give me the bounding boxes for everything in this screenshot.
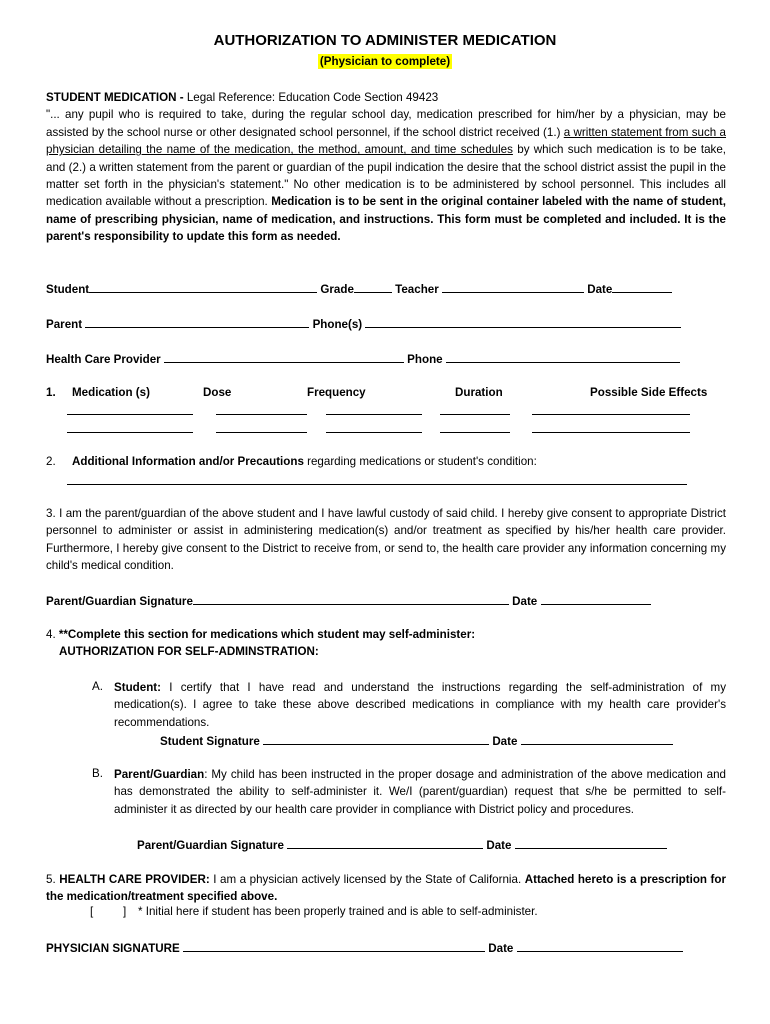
intro-paragraph <box>46 89 726 246</box>
guardian-signature-label: Parent/Guardian Signature <box>137 839 284 852</box>
section4a-paragraph <box>114 679 726 731</box>
grade-label: Grade <box>320 283 354 296</box>
provider-phone-label: Phone <box>407 353 443 366</box>
guardian-signature-date-label: Date <box>486 839 512 852</box>
section2-rest: regarding medications or student's condition: <box>303 455 537 468</box>
section5-number: 5. <box>46 873 56 886</box>
student-row <box>46 281 672 296</box>
grade-field[interactable] <box>354 281 392 293</box>
section2-text <box>72 455 537 468</box>
section4-number: 4. <box>46 628 56 641</box>
section1-number: 1. <box>46 386 56 399</box>
initial-bracket-open[interactable]: [ <box>90 905 94 918</box>
section4-heading: **Complete this section for medications which student may self-administer: <box>58 628 476 641</box>
physician-signature-date-label: Date <box>488 942 514 955</box>
header-duration: Duration <box>455 386 503 399</box>
section4b-paragraph <box>114 766 726 818</box>
section4-line2: AUTHORIZATION FOR SELF-ADMINSTRATION: <box>59 645 319 658</box>
intro-heading: STUDENT MEDICATION - <box>46 91 187 104</box>
section5-paragraph <box>46 871 726 906</box>
page-title: AUTHORIZATION TO ADMINISTER MEDICATION <box>213 32 557 49</box>
section5-text: I am a physician actively licensed by the State of California. <box>209 873 525 886</box>
student-signature-label: Student Signature <box>160 735 260 748</box>
med-side-effects-field-1[interactable] <box>532 403 690 415</box>
student-signature-date-field[interactable] <box>521 733 673 745</box>
guardian-signature-date-field[interactable] <box>515 837 667 849</box>
section4a-text: I certify that I have read and understand the instructions regarding the self-administration of my medication(s). I agree to take these above described medications in compliance with my health care provider's recommendations. <box>114 681 726 729</box>
student-signature-field[interactable] <box>263 733 489 745</box>
physician-signature-row <box>46 940 683 955</box>
header-side-effects: Possible Side Effects <box>590 386 708 399</box>
phones-label: Phone(s) <box>312 318 363 331</box>
section5-bold2: Attached hereto is a prescription for the medication/treatment specified above. <box>46 873 726 904</box>
physician-signature-date-field[interactable] <box>517 940 683 952</box>
subtitle-highlight: (Physician to complete) <box>319 55 451 68</box>
med-name-field-1[interactable] <box>67 403 193 415</box>
parent-field[interactable] <box>85 316 309 328</box>
med-dose-field-2[interactable] <box>216 421 307 433</box>
med-duration-field-2[interactable] <box>440 421 510 433</box>
provider-phone-field[interactable] <box>446 351 680 363</box>
header-medication: Medication (s) <box>72 386 150 399</box>
phones-field[interactable] <box>365 316 681 328</box>
section3-paragraph: 3. I am the parent/guardian of the above student and I have lawful custody of said child. I hereby give consent to appropriate District personnel to administer or assist in administering medication(s) and/or treatment as specified by his/her health care provider. Furthermore, I hereby give consent to the District to receive from, or send to, the health care provider any information concerning my child's medical condition. <box>46 507 726 573</box>
section4b-label: B. <box>92 767 103 780</box>
header-frequency: Frequency <box>307 386 366 399</box>
section2-number: 2. <box>46 455 56 468</box>
provider-field[interactable] <box>164 351 404 363</box>
date-field[interactable] <box>612 281 672 293</box>
student-field[interactable] <box>89 281 317 293</box>
med-dose-field-1[interactable] <box>216 403 307 415</box>
provider-label: Health Care Provider <box>46 353 161 366</box>
intro-legal-ref: Legal Reference: Education Code Section 49423 <box>186 91 439 104</box>
initial-bracket-close[interactable]: ] <box>123 905 127 918</box>
parent-signature-field[interactable] <box>193 593 509 605</box>
med-name-field-2[interactable] <box>67 421 193 433</box>
parent-signature-row <box>46 593 651 608</box>
teacher-label: Teacher <box>395 283 439 296</box>
med-frequency-field-1[interactable] <box>326 403 422 415</box>
section4a-label: A. <box>92 680 103 693</box>
parent-label: Parent <box>46 318 83 331</box>
intro-quote-1: "... any pupil who is required to take, during the regular school day, medication prescribed for him/her by a physician, may be assisted by the school nurse or other designated school personnel, if the school district received (1.) <box>46 108 726 139</box>
section4-line1 <box>46 628 475 641</box>
intro-quote-2: by which such medication is to be take, and (2.) a written statement from the parent or guardian of the pupil indication the desire that the school district assist the pupil in the matter set forth in the physician's statement." No other medication is to be administered by school personnel. This includes all medication available without a prescription. <box>46 143 726 209</box>
provider-row <box>46 351 680 366</box>
guardian-signature-row <box>137 837 667 852</box>
subtitle <box>0 55 770 68</box>
parent-row <box>46 316 681 331</box>
student-label: Student <box>46 283 90 296</box>
section2-bold: Additional Information and/or Precautions <box>72 455 304 468</box>
med-frequency-field-2[interactable] <box>326 421 422 433</box>
physician-signature-field[interactable] <box>183 940 485 952</box>
section4a-bold: Student: <box>114 681 162 694</box>
intro-bold-text: Medication is to be sent in the original container labeled with the name of student, name of prescribing physician, name of medication, and instructions. This form must be completed and included. It is the parent's responsibility to update this form as needed. <box>46 195 726 244</box>
date-label: Date <box>587 283 613 296</box>
parent-signature-date-label: Date <box>512 595 538 608</box>
physician-signature-label: PHYSICIAN SIGNATURE <box>46 942 180 955</box>
guardian-signature-field[interactable] <box>287 837 483 849</box>
initial-text: * Initial here if student has been properly trained and is able to self-administer. <box>138 905 538 918</box>
intro-quote-underlined: a written statement from such a physician detailing the name of the medication, the method, amount, and time schedules <box>46 125 726 157</box>
header-dose: Dose <box>203 386 232 399</box>
parent-signature-label: Parent/Guardian Signature <box>46 595 193 608</box>
section4b-text: : My child has been instructed in the proper dosage and administration of the above medication and has demonstrated the ability to self-administer it. We/I (parent/guardian) request that s/he be permitted to self-administer it as directed by our health care provider in compliance with District policy and procedures. <box>114 768 726 816</box>
additional-info-field[interactable] <box>67 473 687 485</box>
section4b-bold: Parent/Guardian <box>114 768 205 781</box>
student-signature-row <box>160 733 673 748</box>
med-side-effects-field-2[interactable] <box>532 421 690 433</box>
med-duration-field-1[interactable] <box>440 403 510 415</box>
section5-bold1: HEALTH CARE PROVIDER: <box>59 873 210 886</box>
parent-signature-date-field[interactable] <box>541 593 651 605</box>
student-signature-date-label: Date <box>492 735 518 748</box>
teacher-field[interactable] <box>442 281 584 293</box>
